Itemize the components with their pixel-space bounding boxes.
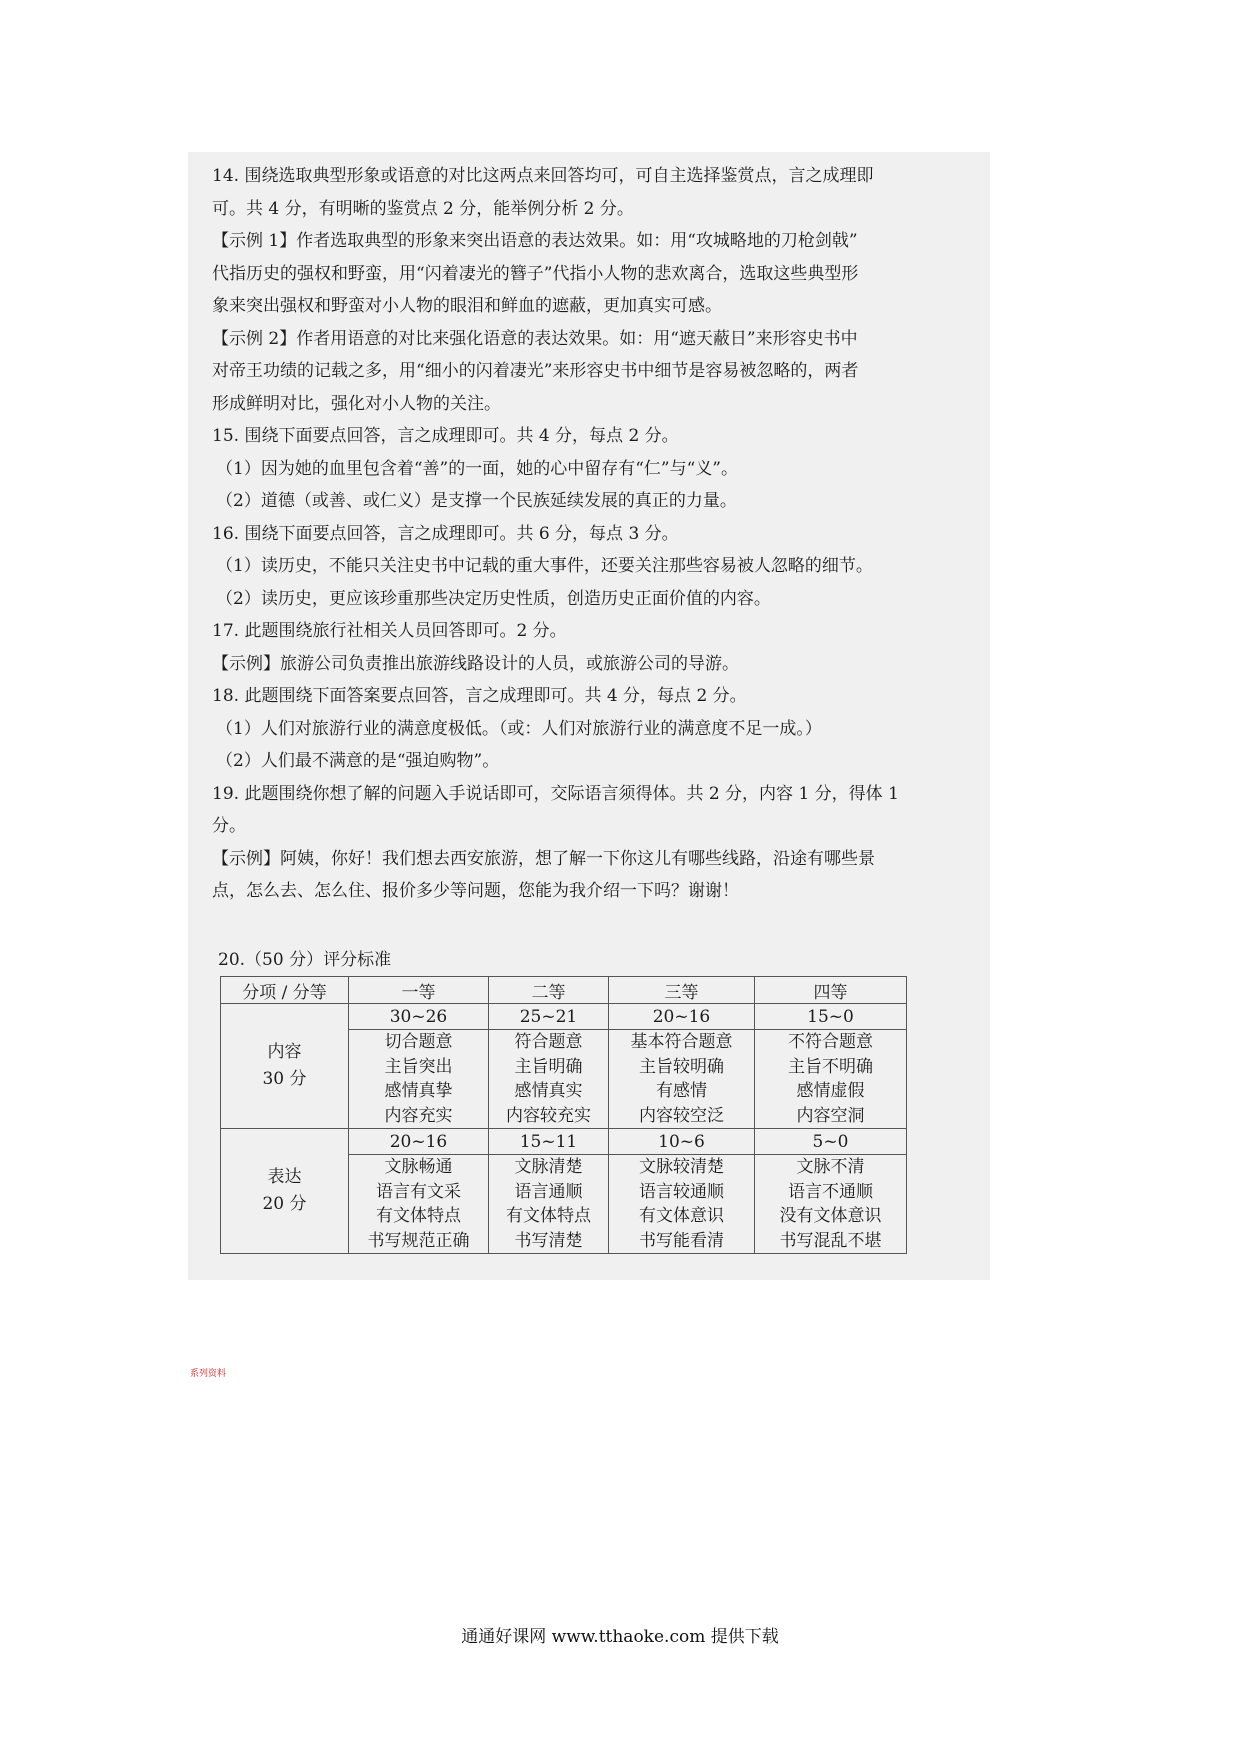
criterion: 文脉清楚 xyxy=(514,1157,583,1177)
criteria-cell xyxy=(755,1155,907,1254)
answer-line: 17. 此题围绕旅行社相关人员回答即可。2 分。 xyxy=(212,621,567,641)
answer-line: 点，怎么去、怎么住、报价多少等问题，您能为我介绍一下吗？谢谢！ xyxy=(212,881,739,901)
score-range: 20~16 xyxy=(609,1004,755,1030)
criterion: 主旨突出 xyxy=(384,1056,453,1077)
answer-line: 18. 此题围绕下面答案要点回答，言之成理即可。共 4 分，每点 2 分。 xyxy=(212,686,747,706)
header-cell: 二等 xyxy=(489,977,609,1004)
answer-line: 14. 围绕选取典型形象或语意的对比这两点来回答均可，可自主选择鉴赏点，言之成理即 xyxy=(212,166,874,186)
header-cell: 三等 xyxy=(609,977,755,1004)
scanned-answer-page xyxy=(188,152,990,1280)
rubric-title: 20.（50 分）评分标准 xyxy=(218,950,392,970)
answer-line: 对帝王功绩的记载之多，用“细小的闪着凄光”来形容史书中细节是容易被忽略的，两者 xyxy=(212,361,859,381)
answer-line: 【示例】阿姨，你好！我们想去西安旅游，想了解一下你这儿有哪些线路，沿途有哪些景 xyxy=(212,848,875,869)
answer-line: 19. 此题围绕你想了解的问题入手说话即可，交际语言须得体。共 2 分，内容 1 分，得体 1 xyxy=(212,783,899,804)
answer-line: 象来突出强权和野蛮对小人物的眼泪和鲜血的遮蔽，更加真实可感。 xyxy=(212,296,722,316)
criterion: 主旨不明确 xyxy=(788,1056,873,1077)
answer-line: 【示例 2】作者用语意的对比来强化语意的表达效果。如：用“遮天蔽日”来形容史书中 xyxy=(212,328,858,349)
criterion: 有文体特点 xyxy=(376,1206,461,1226)
score-range: 15~0 xyxy=(755,1004,907,1030)
answer-line: 形成鲜明对比，强化对小人物的关注。 xyxy=(212,393,501,414)
criterion: 书写混乱不堪 xyxy=(779,1230,882,1251)
criterion: 感情真挚 xyxy=(384,1081,453,1101)
criteria-cell xyxy=(349,1030,489,1129)
answer-line: （2）人们最不满意的是“强迫购物”。 xyxy=(216,751,500,771)
answer-line: （1）人们对旅游行业的满意度极低。（或：人们对旅游行业的满意度不足一成。） xyxy=(216,718,822,739)
header-cell: 分项 / 分等 xyxy=(221,977,349,1004)
category-label: 内容 xyxy=(267,1042,302,1062)
criterion: 书写能看清 xyxy=(639,1230,724,1251)
answer-line: （2）道德（或善、或仁义）是支撑一个民族延续发展的真正的力量。 xyxy=(216,491,737,511)
criterion: 没有文体意识 xyxy=(779,1206,882,1226)
criterion: 不符合题意 xyxy=(788,1032,873,1052)
criteria-cell xyxy=(609,1030,755,1129)
rubric-header-row xyxy=(221,977,907,1004)
criterion: 书写规范正确 xyxy=(367,1230,470,1251)
score-range: 25~21 xyxy=(489,1004,609,1030)
answer-line: 可。共 4 分，有明晰的鉴赏点 2 分，能举例分析 2 分。 xyxy=(212,198,634,219)
criterion: 有文体特点 xyxy=(506,1206,591,1226)
criteria-cell xyxy=(489,1155,609,1254)
criterion: 文脉畅通 xyxy=(384,1157,453,1177)
expression-range-row xyxy=(221,1129,907,1155)
criteria-cell xyxy=(609,1155,755,1254)
category-points: 30 分 xyxy=(262,1069,307,1089)
criteria-cell xyxy=(349,1155,489,1254)
content-range-row xyxy=(221,1004,907,1030)
criterion: 有文体意识 xyxy=(639,1206,724,1226)
download-footer: 通通好课网 www.tthaoke.com 提供下载 xyxy=(461,1627,779,1647)
category-expression xyxy=(221,1129,349,1254)
criterion: 主旨明确 xyxy=(514,1056,583,1077)
answer-line: 分。 xyxy=(212,816,246,836)
criterion: 切合题意 xyxy=(384,1032,453,1052)
score-range: 10~6 xyxy=(609,1129,755,1155)
criterion: 主旨较明确 xyxy=(639,1056,724,1077)
score-range: 30~26 xyxy=(349,1004,489,1030)
score-range: 15~11 xyxy=(489,1129,609,1155)
score-range: 5~0 xyxy=(755,1129,907,1155)
category-label: 表达 xyxy=(267,1167,302,1187)
criterion: 文脉较清楚 xyxy=(639,1157,724,1177)
answer-line: （1）读历史，不能只关注史书中记载的重大事件，还要关注那些容易被人忽略的细节。 xyxy=(216,556,873,576)
scoring-rubric-table xyxy=(220,976,907,1254)
answer-line: 16. 围绕下面要点回答，言之成理即可。共 6 分，每点 3 分。 xyxy=(212,523,679,544)
answer-line: 【示例】旅游公司负责推出旅游线路设计的人员，或旅游公司的导游。 xyxy=(212,653,739,674)
criterion: 基本符合题意 xyxy=(630,1032,733,1052)
criterion: 内容空洞 xyxy=(796,1105,865,1126)
criteria-cell xyxy=(755,1030,907,1129)
header-cell: 四等 xyxy=(755,977,907,1004)
criterion: 语言通顺 xyxy=(514,1181,583,1202)
answer-line: （2）读历史，更应该珍重那些决定历史性质，创造历史正面价值的内容。 xyxy=(216,588,771,609)
criterion: 语言不通顺 xyxy=(788,1181,873,1202)
series-note: 系列资料 xyxy=(190,1369,227,1379)
criterion: 感情虚假 xyxy=(796,1081,865,1101)
criterion: 内容较充实 xyxy=(506,1105,591,1126)
category-points: 20 分 xyxy=(262,1194,307,1214)
criterion: 符合题意 xyxy=(514,1032,583,1052)
criterion: 书写清楚 xyxy=(514,1230,583,1251)
criterion: 有感情 xyxy=(656,1081,707,1101)
criterion: 感情真实 xyxy=(514,1081,583,1101)
criterion: 内容较空泛 xyxy=(639,1105,724,1126)
answer-line: 15. 围绕下面要点回答，言之成理即可。共 4 分，每点 2 分。 xyxy=(212,426,679,446)
answer-text-block xyxy=(212,160,982,908)
criterion: 语言较通顺 xyxy=(639,1181,724,1202)
answer-line: （1）因为她的血里包含着“善”的一面，她的心中留存有“仁”与“义”。 xyxy=(216,458,738,479)
criteria-cell xyxy=(489,1030,609,1129)
criterion: 文脉不清 xyxy=(796,1157,865,1177)
score-range: 20~16 xyxy=(349,1129,489,1155)
header-cell: 一等 xyxy=(349,977,489,1004)
answer-line: 【示例 1】作者选取典型的形象来突出语意的表达效果。如：用“攻城略地的刀枪剑戟” xyxy=(212,231,858,251)
category-content xyxy=(221,1004,349,1129)
answer-line: 代指历史的强权和野蛮，用“闪着凄光的簪子”代指小人物的悲欢离合，选取这些典型形 xyxy=(212,263,859,284)
criterion: 内容充实 xyxy=(384,1105,453,1126)
criterion: 语言有文采 xyxy=(376,1181,461,1202)
